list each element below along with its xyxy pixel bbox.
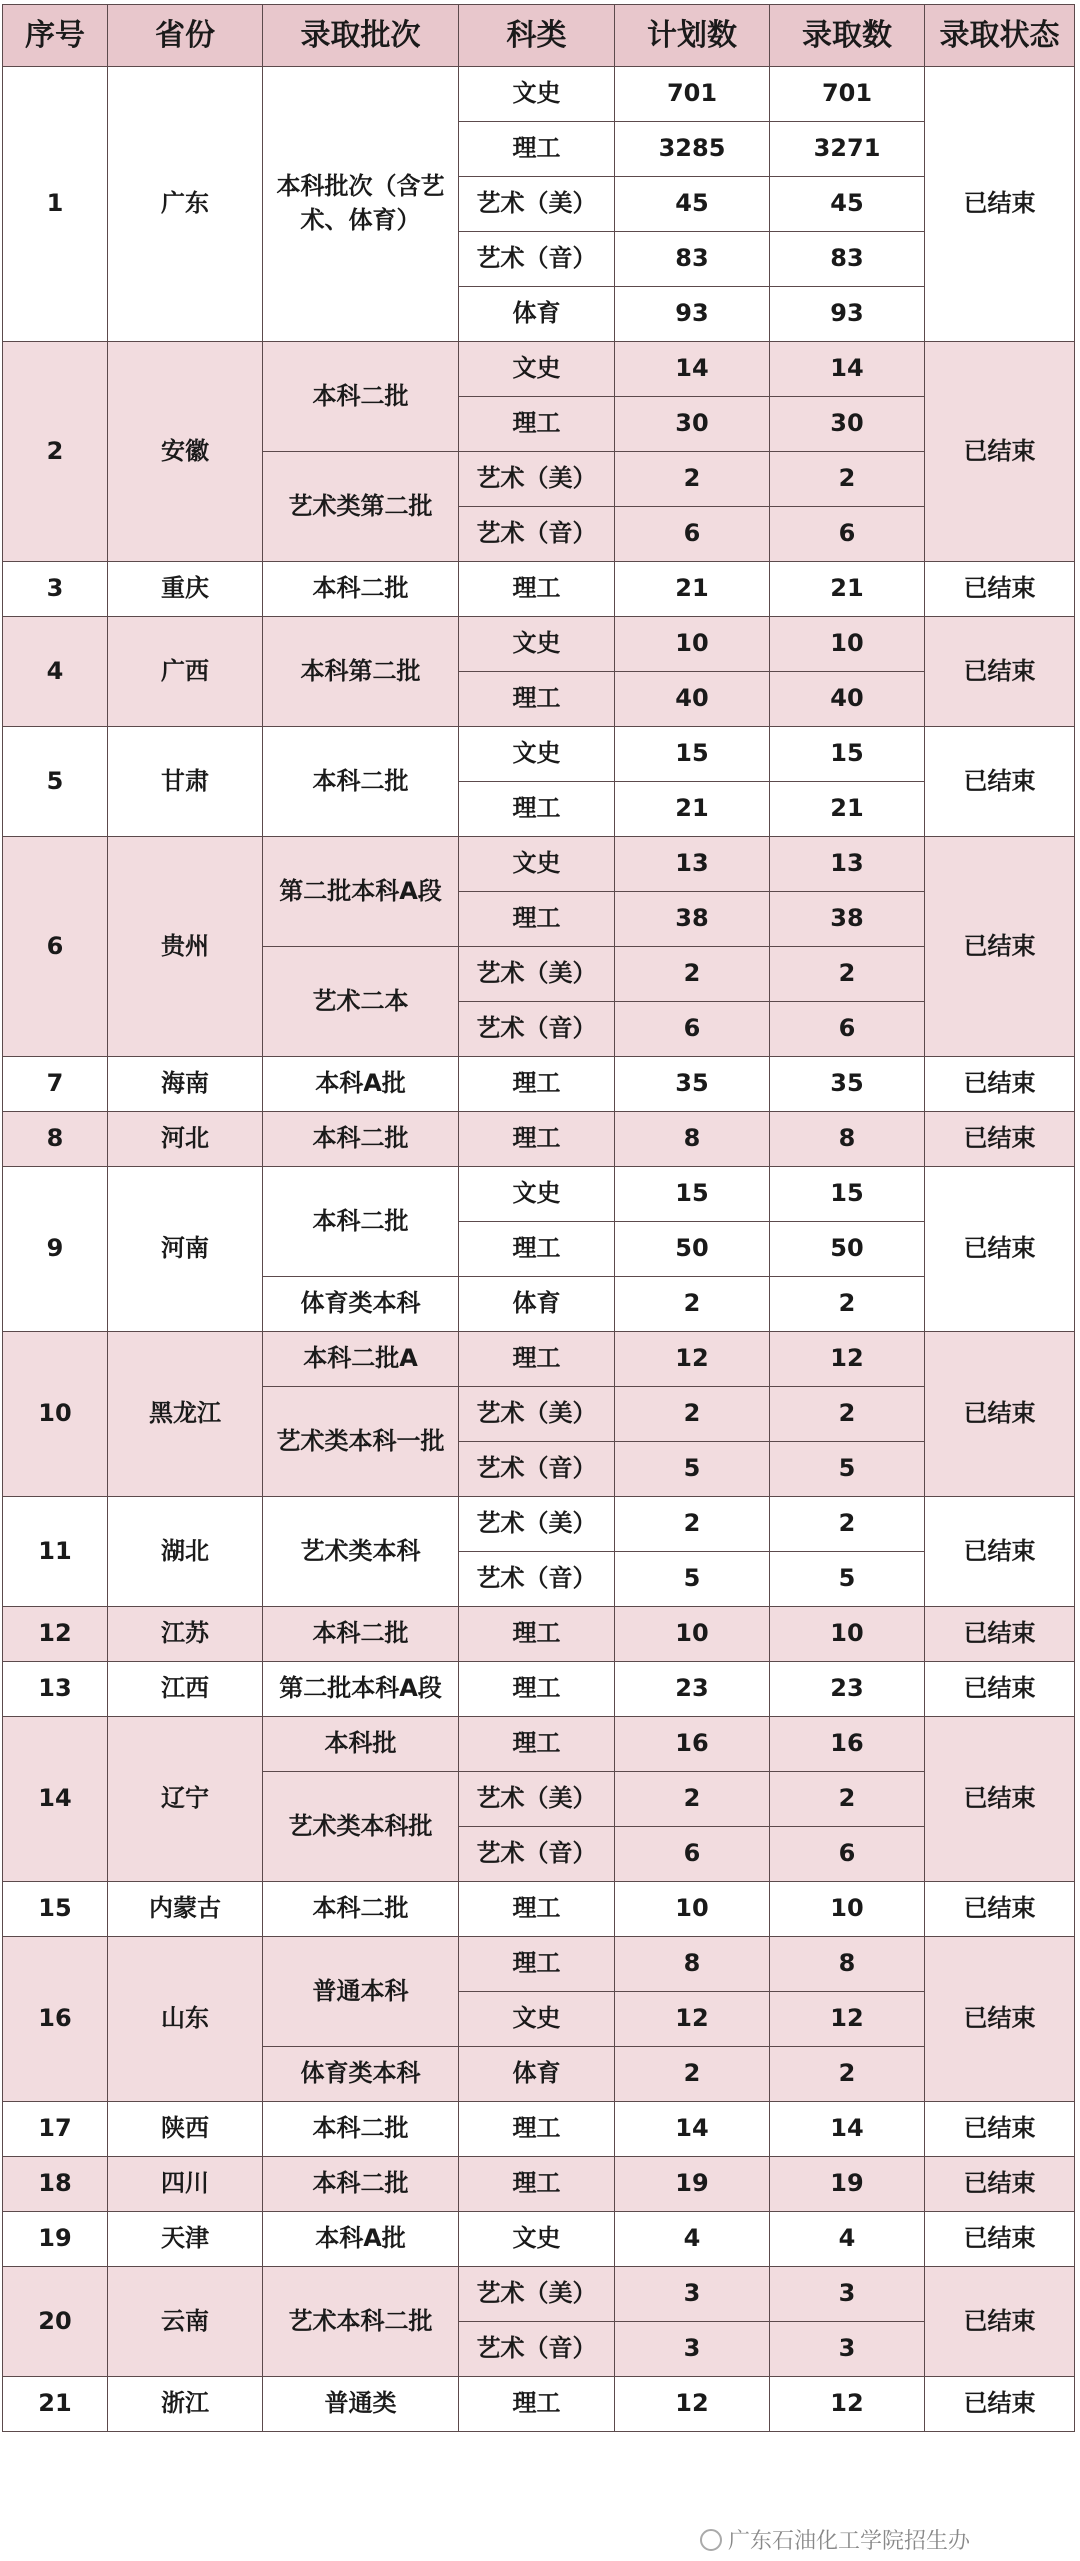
batch-cell: 本科二批 <box>263 2157 459 2212</box>
province-cell: 安徽 <box>108 342 263 562</box>
plan-cell: 14 <box>615 342 770 397</box>
plan-cell: 40 <box>615 672 770 727</box>
seq-cell: 9 <box>3 1167 108 1332</box>
table-row <box>3 1882 1075 1937</box>
wechat-icon <box>700 2529 722 2551</box>
plan-cell: 16 <box>615 1717 770 1772</box>
plan-cell: 45 <box>615 177 770 232</box>
admitted-cell: 12 <box>770 1332 925 1387</box>
admitted-cell: 6 <box>770 507 925 562</box>
subject-cell: 文史 <box>459 67 615 122</box>
province-cell: 广东 <box>108 67 263 342</box>
plan-cell: 14 <box>615 2102 770 2157</box>
table-body <box>3 67 1075 2432</box>
seq-cell: 1 <box>3 67 108 342</box>
admitted-cell: 35 <box>770 1057 925 1112</box>
table-row <box>3 617 1075 672</box>
subject-cell: 体育 <box>459 1277 615 1332</box>
province-cell: 四川 <box>108 2157 263 2212</box>
subject-cell: 理工 <box>459 1112 615 1167</box>
batch-cell: 艺术类本科一批 <box>263 1387 459 1497</box>
plan-cell: 6 <box>615 507 770 562</box>
subject-cell: 艺术（美） <box>459 452 615 507</box>
plan-cell: 2 <box>615 452 770 507</box>
batch-cell: 体育类本科 <box>263 2047 459 2102</box>
batch-cell: 本科二批 <box>263 562 459 617</box>
subject-cell: 理工 <box>459 782 615 837</box>
table-row <box>3 2157 1075 2212</box>
table-row <box>3 1112 1075 1167</box>
table-row <box>3 1332 1075 1387</box>
province-cell: 山东 <box>108 1937 263 2102</box>
subject-cell: 艺术（音） <box>459 1442 615 1497</box>
seq-cell: 4 <box>3 617 108 727</box>
admitted-cell: 6 <box>770 1002 925 1057</box>
province-cell: 辽宁 <box>108 1717 263 1882</box>
table-row <box>3 67 1075 122</box>
admitted-cell: 38 <box>770 892 925 947</box>
plan-cell: 23 <box>615 1662 770 1717</box>
seq-cell: 6 <box>3 837 108 1057</box>
plan-cell: 12 <box>615 1992 770 2047</box>
status-cell: 已结束 <box>925 1057 1075 1112</box>
province-cell: 贵州 <box>108 837 263 1057</box>
seq-cell: 17 <box>3 2102 108 2157</box>
admitted-cell: 10 <box>770 1882 925 1937</box>
admitted-cell: 701 <box>770 67 925 122</box>
subject-cell: 艺术（美） <box>459 177 615 232</box>
plan-cell: 19 <box>615 2157 770 2212</box>
table-row <box>3 727 1075 782</box>
status-cell: 已结束 <box>925 342 1075 562</box>
seq-cell: 12 <box>3 1607 108 1662</box>
plan-cell: 8 <box>615 1937 770 1992</box>
admitted-cell: 50 <box>770 1222 925 1277</box>
subject-cell: 艺术（美） <box>459 1497 615 1552</box>
subject-cell: 艺术（美） <box>459 2267 615 2322</box>
admitted-cell: 19 <box>770 2157 925 2212</box>
admitted-cell: 2 <box>770 1772 925 1827</box>
status-cell: 已结束 <box>925 1332 1075 1497</box>
plan-cell: 2 <box>615 1497 770 1552</box>
subject-cell: 理工 <box>459 892 615 947</box>
subject-cell: 理工 <box>459 562 615 617</box>
admitted-cell: 2 <box>770 947 925 1002</box>
batch-cell: 本科二批 <box>263 1112 459 1167</box>
seq-cell: 18 <box>3 2157 108 2212</box>
admitted-cell: 21 <box>770 562 925 617</box>
province-cell: 重庆 <box>108 562 263 617</box>
subject-cell: 体育 <box>459 287 615 342</box>
batch-cell: 第二批本科A段 <box>263 1662 459 1717</box>
batch-cell: 本科批 <box>263 1717 459 1772</box>
admitted-cell: 2 <box>770 452 925 507</box>
table-row <box>3 562 1075 617</box>
plan-cell: 3285 <box>615 122 770 177</box>
header-plan: 计划数 <box>615 5 770 67</box>
subject-cell: 文史 <box>459 1992 615 2047</box>
subject-cell: 理工 <box>459 397 615 452</box>
subject-cell: 理工 <box>459 1332 615 1387</box>
province-cell: 江苏 <box>108 1607 263 1662</box>
subject-cell: 艺术（美） <box>459 1387 615 1442</box>
table-row <box>3 1717 1075 1772</box>
status-cell: 已结束 <box>925 1607 1075 1662</box>
admitted-cell: 21 <box>770 782 925 837</box>
seq-cell: 16 <box>3 1937 108 2102</box>
admitted-cell: 2 <box>770 1387 925 1442</box>
province-cell: 内蒙古 <box>108 1882 263 1937</box>
admitted-cell: 3 <box>770 2267 925 2322</box>
admitted-cell: 16 <box>770 1717 925 1772</box>
admitted-cell: 45 <box>770 177 925 232</box>
seq-cell: 3 <box>3 562 108 617</box>
plan-cell: 12 <box>615 1332 770 1387</box>
subject-cell: 理工 <box>459 1717 615 1772</box>
seq-cell: 21 <box>3 2377 108 2432</box>
subject-cell: 文史 <box>459 342 615 397</box>
admitted-cell: 30 <box>770 397 925 452</box>
subject-cell: 理工 <box>459 2157 615 2212</box>
admitted-cell: 5 <box>770 1442 925 1497</box>
plan-cell: 13 <box>615 837 770 892</box>
subject-cell: 文史 <box>459 2212 615 2267</box>
table-row <box>3 2102 1075 2157</box>
table-row <box>3 2377 1075 2432</box>
subject-cell: 理工 <box>459 1057 615 1112</box>
plan-cell: 8 <box>615 1112 770 1167</box>
status-cell: 已结束 <box>925 1882 1075 1937</box>
seq-cell: 7 <box>3 1057 108 1112</box>
watermark-text: 广东石油化工学院招生办 <box>728 2529 971 2554</box>
subject-cell: 理工 <box>459 122 615 177</box>
seq-cell: 5 <box>3 727 108 837</box>
subject-cell: 理工 <box>459 1607 615 1662</box>
admitted-cell: 6 <box>770 1827 925 1882</box>
table-row <box>3 1167 1075 1222</box>
status-cell: 已结束 <box>925 562 1075 617</box>
province-cell: 海南 <box>108 1057 263 1112</box>
plan-cell: 5 <box>615 1552 770 1607</box>
province-cell: 云南 <box>108 2267 263 2377</box>
admitted-cell: 3271 <box>770 122 925 177</box>
plan-cell: 2 <box>615 1277 770 1332</box>
header-province: 省份 <box>108 5 263 67</box>
status-cell: 已结束 <box>925 2377 1075 2432</box>
status-cell: 已结束 <box>925 2267 1075 2377</box>
subject-cell: 艺术（音） <box>459 507 615 562</box>
plan-cell: 6 <box>615 1002 770 1057</box>
batch-cell: 本科二批 <box>263 1167 459 1277</box>
seq-cell: 20 <box>3 2267 108 2377</box>
plan-cell: 50 <box>615 1222 770 1277</box>
subject-cell: 艺术（音） <box>459 1552 615 1607</box>
province-cell: 河南 <box>108 1167 263 1332</box>
status-cell: 已结束 <box>925 1112 1075 1167</box>
header-row <box>3 5 1075 67</box>
plan-cell: 93 <box>615 287 770 342</box>
table-row <box>3 1662 1075 1717</box>
status-cell: 已结束 <box>925 1497 1075 1607</box>
subject-cell: 艺术（美） <box>459 1772 615 1827</box>
status-cell: 已结束 <box>925 2157 1075 2212</box>
admitted-cell: 23 <box>770 1662 925 1717</box>
seq-cell: 10 <box>3 1332 108 1497</box>
subject-cell: 理工 <box>459 1662 615 1717</box>
batch-cell: 本科二批 <box>263 1607 459 1662</box>
plan-cell: 15 <box>615 1167 770 1222</box>
admitted-cell: 15 <box>770 727 925 782</box>
plan-cell: 6 <box>615 1827 770 1882</box>
admitted-cell: 10 <box>770 1607 925 1662</box>
batch-cell: 体育类本科 <box>263 1277 459 1332</box>
subject-cell: 理工 <box>459 1937 615 1992</box>
batch-cell: 本科二批A <box>263 1332 459 1387</box>
seq-cell: 14 <box>3 1717 108 1882</box>
province-cell: 天津 <box>108 2212 263 2267</box>
province-cell: 甘肃 <box>108 727 263 837</box>
subject-cell: 理工 <box>459 1882 615 1937</box>
batch-cell: 艺术本科二批 <box>263 2267 459 2377</box>
subject-cell: 体育 <box>459 2047 615 2102</box>
plan-cell: 5 <box>615 1442 770 1497</box>
subject-cell: 文史 <box>459 837 615 892</box>
batch-cell: 艺术类本科 <box>263 1497 459 1607</box>
subject-cell: 理工 <box>459 2102 615 2157</box>
province-cell: 黑龙江 <box>108 1332 263 1497</box>
status-cell: 已结束 <box>925 1662 1075 1717</box>
province-cell: 广西 <box>108 617 263 727</box>
admitted-cell: 40 <box>770 672 925 727</box>
plan-cell: 10 <box>615 1607 770 1662</box>
header-status: 录取状态 <box>925 5 1075 67</box>
admitted-cell: 8 <box>770 1937 925 1992</box>
plan-cell: 3 <box>615 2322 770 2377</box>
batch-cell: 艺术二本 <box>263 947 459 1057</box>
admitted-cell: 12 <box>770 2377 925 2432</box>
batch-cell: 普通类 <box>263 2377 459 2432</box>
admitted-cell: 8 <box>770 1112 925 1167</box>
batch-cell: 本科二批 <box>263 727 459 837</box>
plan-cell: 3 <box>615 2267 770 2322</box>
plan-cell: 2 <box>615 1772 770 1827</box>
seq-cell: 19 <box>3 2212 108 2267</box>
header-seq: 序号 <box>3 5 108 67</box>
status-cell: 已结束 <box>925 727 1075 837</box>
subject-cell: 艺术（音） <box>459 232 615 287</box>
table-row <box>3 1057 1075 1112</box>
status-cell: 已结束 <box>925 2102 1075 2157</box>
subject-cell: 文史 <box>459 727 615 782</box>
table-row <box>3 2212 1075 2267</box>
admitted-cell: 13 <box>770 837 925 892</box>
batch-cell: 本科A批 <box>263 2212 459 2267</box>
header-subject: 科类 <box>459 5 615 67</box>
subject-cell: 艺术（音） <box>459 2322 615 2377</box>
batch-cell: 本科A批 <box>263 1057 459 1112</box>
admitted-cell: 2 <box>770 2047 925 2102</box>
status-cell: 已结束 <box>925 67 1075 342</box>
table-row <box>3 2267 1075 2322</box>
batch-cell: 艺术类本科批 <box>263 1772 459 1882</box>
plan-cell: 12 <box>615 2377 770 2432</box>
plan-cell: 38 <box>615 892 770 947</box>
admitted-cell: 93 <box>770 287 925 342</box>
subject-cell: 理工 <box>459 1222 615 1277</box>
subject-cell: 艺术（音） <box>459 1002 615 1057</box>
table-row <box>3 1607 1075 1662</box>
subject-cell: 理工 <box>459 2377 615 2432</box>
subject-cell: 艺术（音） <box>459 1827 615 1882</box>
status-cell: 已结束 <box>925 837 1075 1057</box>
watermark <box>700 2524 1070 2555</box>
batch-cell: 普通本科 <box>263 1937 459 2047</box>
plan-cell: 21 <box>615 782 770 837</box>
plan-cell: 30 <box>615 397 770 452</box>
batch-cell: 本科批次（含艺术、体育） <box>263 67 459 342</box>
admitted-cell: 4 <box>770 2212 925 2267</box>
subject-cell: 文史 <box>459 1167 615 1222</box>
admitted-cell: 12 <box>770 1992 925 2047</box>
seq-cell: 15 <box>3 1882 108 1937</box>
subject-cell: 艺术（美） <box>459 947 615 1002</box>
plan-cell: 35 <box>615 1057 770 1112</box>
admitted-cell: 14 <box>770 2102 925 2157</box>
province-cell: 江西 <box>108 1662 263 1717</box>
status-cell: 已结束 <box>925 1717 1075 1882</box>
header-admitted: 录取数 <box>770 5 925 67</box>
admission-table <box>2 4 1075 2432</box>
admitted-cell: 5 <box>770 1552 925 1607</box>
status-cell: 已结束 <box>925 617 1075 727</box>
plan-cell: 701 <box>615 67 770 122</box>
subject-cell: 理工 <box>459 672 615 727</box>
batch-cell: 本科二批 <box>263 2102 459 2157</box>
plan-cell: 10 <box>615 617 770 672</box>
plan-cell: 2 <box>615 2047 770 2102</box>
admitted-cell: 2 <box>770 1497 925 1552</box>
admitted-cell: 10 <box>770 617 925 672</box>
plan-cell: 10 <box>615 1882 770 1937</box>
table-row <box>3 342 1075 397</box>
plan-cell: 2 <box>615 1387 770 1442</box>
subject-cell: 文史 <box>459 617 615 672</box>
plan-cell: 83 <box>615 232 770 287</box>
province-cell: 浙江 <box>108 2377 263 2432</box>
plan-cell: 21 <box>615 562 770 617</box>
seq-cell: 8 <box>3 1112 108 1167</box>
batch-cell: 第二批本科A段 <box>263 837 459 947</box>
province-cell: 陕西 <box>108 2102 263 2157</box>
province-cell: 河北 <box>108 1112 263 1167</box>
admitted-cell: 2 <box>770 1277 925 1332</box>
table-row <box>3 1497 1075 1552</box>
plan-cell: 15 <box>615 727 770 782</box>
plan-cell: 4 <box>615 2212 770 2267</box>
batch-cell: 本科二批 <box>263 1882 459 1937</box>
header-batch: 录取批次 <box>263 5 459 67</box>
plan-cell: 2 <box>615 947 770 1002</box>
batch-cell: 本科二批 <box>263 342 459 452</box>
seq-cell: 11 <box>3 1497 108 1607</box>
table-row <box>3 837 1075 892</box>
batch-cell: 艺术类第二批 <box>263 452 459 562</box>
admitted-cell: 83 <box>770 232 925 287</box>
seq-cell: 2 <box>3 342 108 562</box>
batch-cell: 本科第二批 <box>263 617 459 727</box>
seq-cell: 13 <box>3 1662 108 1717</box>
admitted-cell: 14 <box>770 342 925 397</box>
admitted-cell: 15 <box>770 1167 925 1222</box>
table-row <box>3 1937 1075 1992</box>
status-cell: 已结束 <box>925 1167 1075 1332</box>
status-cell: 已结束 <box>925 2212 1075 2267</box>
status-cell: 已结束 <box>925 1937 1075 2102</box>
admitted-cell: 3 <box>770 2322 925 2377</box>
province-cell: 湖北 <box>108 1497 263 1607</box>
